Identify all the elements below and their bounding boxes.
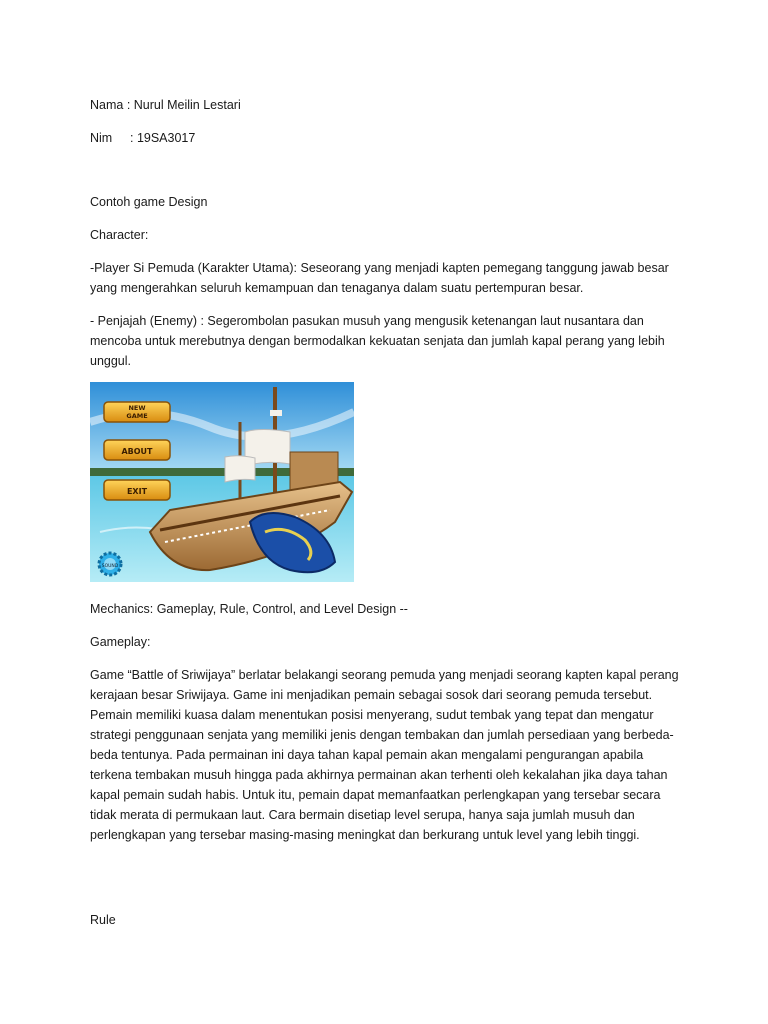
about-button[interactable] [104,440,170,460]
exit-button[interactable] [104,480,170,500]
new-game-button[interactable] [104,402,170,422]
nim-label: Nim [90,131,113,145]
rule-heading: Rule [90,913,116,927]
document-title: Contoh game Design [90,195,208,209]
gameplay-body: Game “Battle of Sriwijaya” berlatar belakangi seorang pemuda yang menjadi seorang kapten kapal perang kerajaan besar Sriwijaya. Game ini menjadikan pemain sebagai sosok dari seorang pemuda tersebut. Pemain memiliki kuasa dalam menentukan posisi menyerang, sudut tembak yang tepat dan mengatur strategi penggunaan senjata yang memiliki jenis dengan tembakan dan jumlah persediaan yang berbeda-beda tentunya. Pada permainan ini daya tahan kapal pemain akan mengalami pengurangan apabila terkena tembakan musuh hingga pada akhirnya permainan akan terhenti oleh kekalahan jika daya tahan kapal pemain sudah habis. Untuk itu, pemain dapat memanfaatkan perlengkapan yang tersebar secara tidak merata di permukaan laut. Cara bermain disetiap level serupa, hanya saja jumlah musuh dan perlengkapan yang tersebar masing-masing meningkat dan berkurang untuk level yang lebih tinggi. [90,668,679,842]
game-screenshot [90,382,354,582]
about-label: ABOUT [121,447,153,456]
gameplay-heading: Gameplay: [90,635,151,649]
nama-line: Nama : Nurul Meilin Lestari [90,98,241,112]
sound-label: SOUND [101,564,119,569]
nim-value: : 19SA3017 [130,131,196,145]
new-game-label-1: NEW [128,404,146,412]
character-heading: Character: [90,228,149,242]
exit-label: EXIT [126,487,148,496]
mechanics-heading: Mechanics: Gameplay, Rule, Control, and Level Design -- [90,602,408,616]
new-game-label-2: GAME [126,412,148,420]
player-description: -Player Si Pemuda (Karakter Utama): Seseorang yang menjadi kapten pemegang tanggung jawab besar yang mengerahkan seluruh kemampuan dan tenaganya dalam suatu pertempuran besar. [90,261,669,295]
sound-gear-icon[interactable] [99,553,121,575]
enemy-description: - Penjajah (Enemy) : Segerombolan pasukan musuh yang mengusik ketenangan laut nusantara dan mencoba untuk merebutnya dengan bermodalkan kekuatan senjata dan jumlah kapal perang yang lebih unggul. [90,314,665,368]
